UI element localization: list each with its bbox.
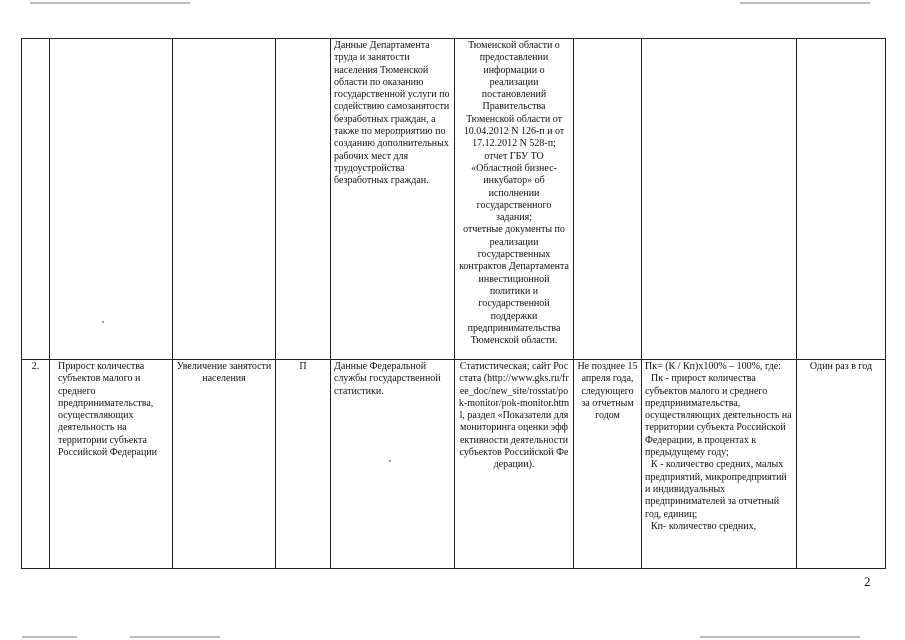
formula-line-kp: Кп- количество средних, [651,520,757,532]
cell-deadline [574,39,642,360]
cell-direction [173,39,276,360]
scan-speck [102,321,104,323]
cell-indicator [50,39,173,360]
cell-indicator: Прирост количества субъектов малого и среднего предпринимательства, осуществляющих деятельность на территории субъекта Российской Федерации [50,360,173,569]
formula-line-pk: Пк - прирост количества субъектов малого и среднего предпринимательства, осуществляющих деятельность на территории субъекта Российской Федерации, в процентах к предыдущему году; [645,373,792,459]
page-number: 2 [864,574,871,589]
cell-source-info: Статистическая; сайт Росстата (http://www.gks.ru/free_doc/new_site/rosstat/pok-monitor/pok-monitor.html, раздел «Показатели для мониторинга оценки эффективности деятельности субъектов Российской Федерации). [455,360,574,569]
scan-artifact-bottom-right [700,636,860,638]
formula-line-k: К - количество средних, малых предприятий, микропредприятий и индивидуальных предпринимателей за отчетный год, единиц; [645,459,787,520]
indicators-table [21,38,886,569]
table-row [22,39,886,360]
cell-frequency: Один раз в год [797,360,886,569]
cell-num [22,39,50,360]
table-row [22,360,886,569]
cell-type [276,39,331,360]
cell-source-info: Тюменской области о предоставлении информации о реализации постановлений Правительства Тюменской области от 10.04.2012 N 126-п и от 17.12.2012 N 528-п; отчет ГБУ ТО «Областной бизнес-инкубатор» об исполнении государственного задания; отчетные документы по реализации государственных контрактов Департамента инвестиционной политики и государственной поддержки предпринимательства Тюменской области. [455,39,574,360]
cell-type: П [276,360,331,569]
cell-num: 2. [22,360,50,569]
scan-artifact-bottom-left [22,636,77,638]
scan-artifact-top-right [740,2,870,4]
cell-frequency [797,39,886,360]
cell-source-basis: Данные Федеральной службы государственной статистики. [331,360,455,569]
scan-speck [389,460,391,462]
cell-deadline: Не позднее 15 апреля года, следующего за отчетным годом [574,360,642,569]
cell-formula [642,360,797,569]
scan-artifact-top-left [30,2,190,4]
cell-direction: Увеличение занятости населения [173,360,276,569]
cell-formula [642,39,797,360]
formula-head: Пк= (К / Кп)х100% – 100%, где: [645,361,781,372]
scan-artifact-bottom-mid [130,636,220,638]
cell-source-basis: Данные Департамента труда и занятости населения Тюменской области по оказанию государственной услуги по содействию самозанятости безработных граждан, а также по мероприятию по созданию дополнительных рабочих мест для трудоустройства безработных граждан. [331,39,455,360]
